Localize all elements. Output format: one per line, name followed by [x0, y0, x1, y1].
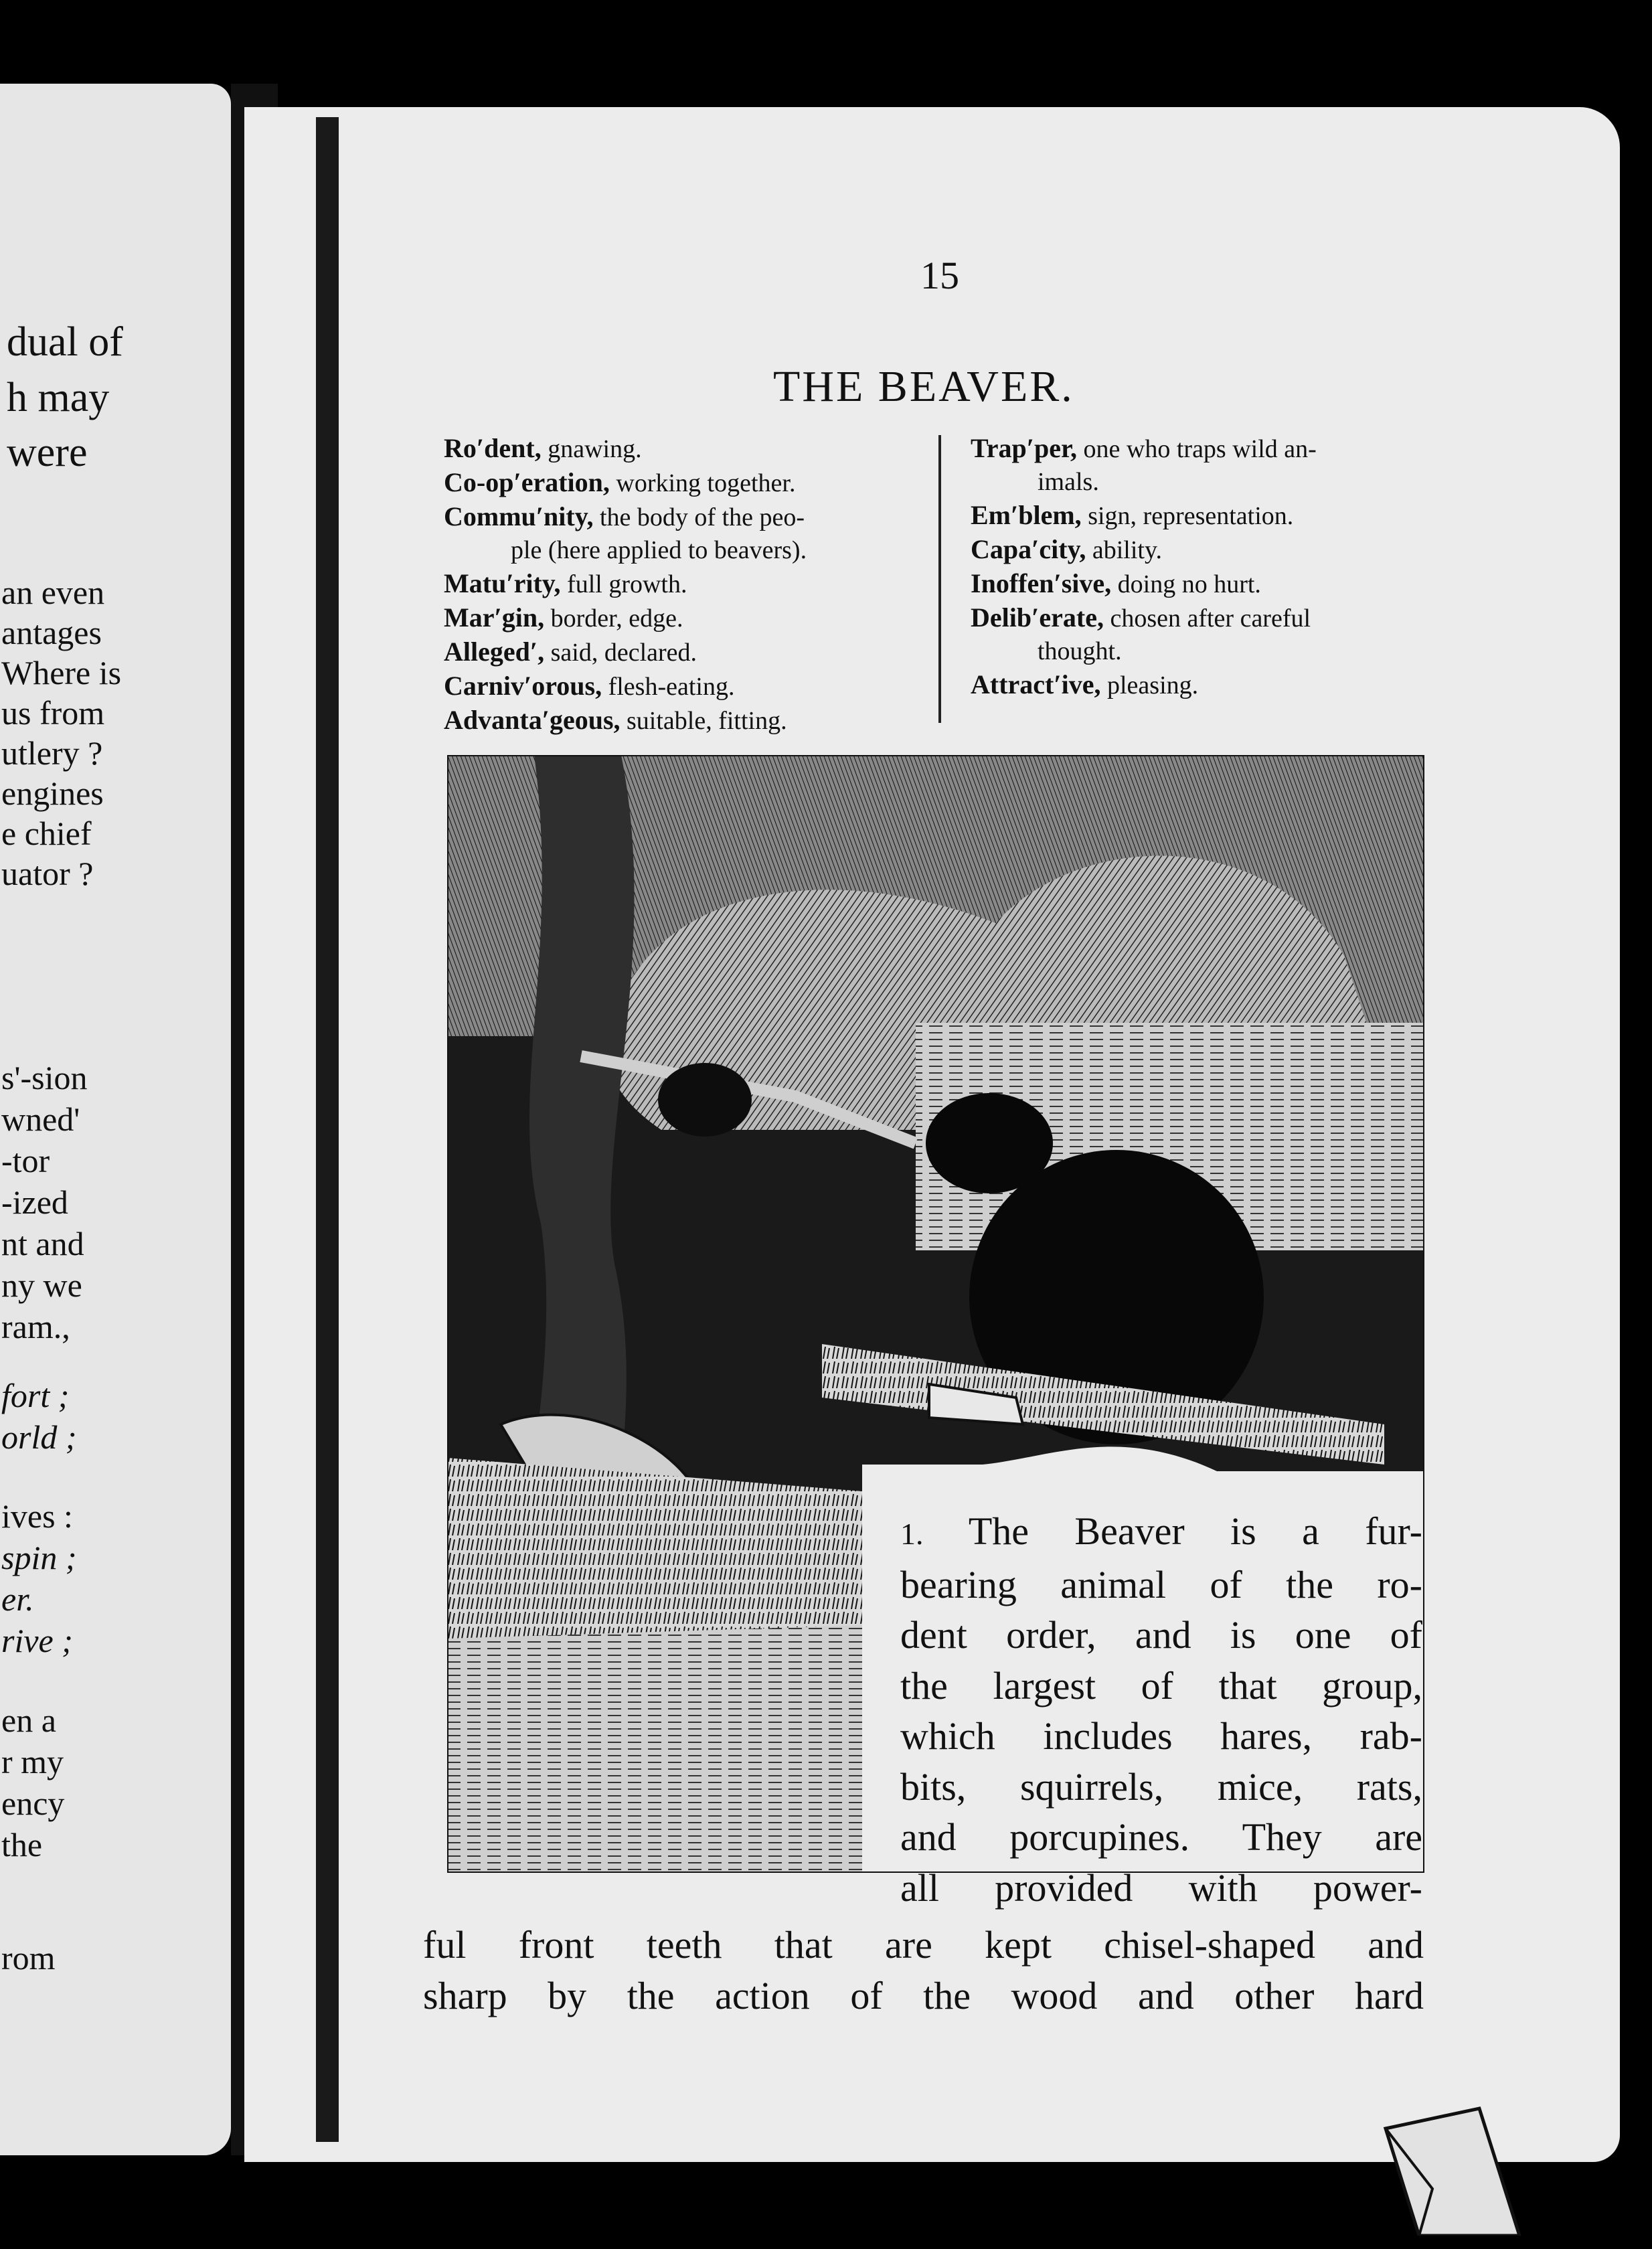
glossary-definition: chosen after careful [1110, 604, 1311, 633]
glossary-term: Delib′erate, [971, 602, 1104, 633]
paragraph-line: sharp by the action of the wood and other hard [423, 1973, 1424, 2017]
left-page-text: us from [1, 694, 105, 732]
left-page-text: s'-sion [1, 1059, 88, 1096]
paragraph-line: ful front teeth that are kept chisel-shaped and [423, 1923, 1424, 1967]
paragraph-line: bits, squirrels, mice, rats, [900, 1764, 1422, 1809]
glossary-definition: border, edge. [550, 604, 683, 633]
glossary-entry [971, 432, 1317, 466]
glossary-entry [444, 703, 807, 738]
glossary-entry [444, 567, 807, 601]
glossary-definition: the body of the peo- [600, 503, 805, 531]
glossary-definition: full growth. [567, 570, 687, 598]
paragraph-line: which includes hares, rab- [900, 1714, 1422, 1758]
left-page-text: ny we [1, 1266, 82, 1304]
paragraph-line: dent order, and is one of [900, 1613, 1422, 1657]
left-page-text: engines [1, 774, 104, 812]
glossary-definition: working together. [616, 469, 796, 497]
left-page-text: uator ? [1, 855, 94, 892]
glossary-entry [971, 533, 1317, 567]
paragraph-line: and porcupines. They are [900, 1815, 1422, 1859]
glossary-definition: suitable, fitting. [627, 707, 787, 735]
left-page-text: nt and [1, 1225, 84, 1262]
glossary-entry [971, 499, 1317, 533]
glossary-continuation: ple (here applied to beavers). [511, 536, 807, 564]
glossary-term: Advanta′geous, [444, 705, 621, 735]
paragraph-indented-block [900, 1506, 1422, 1913]
paragraph-line: the largest of that group, [900, 1663, 1422, 1707]
left-page-text: ives : [1, 1497, 73, 1535]
glossary-term: Matu′rity, [444, 568, 561, 598]
paragraph-line: bearing animal of the ro- [900, 1562, 1422, 1606]
glossary-entry [971, 668, 1317, 702]
glossary-entry [971, 567, 1317, 601]
left-page-text: fort ; [1, 1377, 70, 1414]
glossary-definition: pleasing. [1106, 671, 1199, 699]
left-page-text: rom [1, 1939, 56, 1977]
left-page-fragment [0, 84, 231, 2155]
page-title: THE BEAVER. [773, 362, 1074, 411]
left-page-text: rive ; [1, 1622, 73, 1659]
paragraph-line-text: The Beaver is a fur- [968, 1509, 1422, 1553]
glossary-term: Mar′gin, [444, 602, 545, 633]
glossary-definition: one who traps wild an- [1083, 435, 1317, 463]
glossary-entry [444, 500, 807, 534]
left-page-text: en a [1, 1701, 56, 1739]
page-number: 15 [920, 254, 959, 297]
left-page-text: e chief [1, 815, 92, 852]
left-page-text: spin ; [1, 1539, 77, 1576]
glossary-entry [444, 635, 807, 669]
left-page-text: -tor [1, 1142, 50, 1179]
left-page-text: -ized [1, 1183, 68, 1221]
left-page-text: ram., [1, 1308, 70, 1345]
glossary-divider [938, 435, 941, 723]
glossary-term: Trap′per, [971, 433, 1078, 463]
left-page-text: the [1, 1826, 43, 1863]
left-page-text: an even [1, 574, 105, 611]
glossary-term: Attract′ive, [971, 669, 1101, 699]
glossary-right-column [971, 432, 1317, 702]
paragraph-full-width-block [423, 1920, 1424, 2021]
glossary-term: Em′blem, [971, 500, 1082, 530]
paragraph-number: 1. [900, 1517, 924, 1551]
glossary-term: Inoffen′sive, [971, 568, 1112, 598]
glossary-term: Alleged′, [444, 637, 545, 667]
left-page-text: dual of [7, 319, 123, 365]
left-page-text: ency [1, 1784, 65, 1822]
glossary-term: Carniv′orous, [444, 671, 602, 701]
glossary-entry [444, 466, 807, 500]
glossary-term: Ro′dent, [444, 433, 542, 463]
left-page-text: r my [1, 1743, 64, 1780]
left-page-text: h may [7, 375, 110, 420]
left-page-text: utlery ? [1, 734, 103, 772]
glossary-term: Commu′nity, [444, 501, 594, 531]
glossary-continuation: thought. [1038, 637, 1122, 665]
glossary-entry [444, 432, 807, 466]
left-page-text: orld ; [1, 1418, 77, 1456]
glossary-definition: ability. [1092, 536, 1163, 564]
glossary-entry [444, 601, 807, 635]
glossary-term: Co-op′eration, [444, 467, 610, 497]
left-page-text: wned' [1, 1100, 80, 1138]
glossary-left-column [444, 432, 807, 738]
glossary-definition: sign, representation. [1088, 502, 1294, 530]
left-page-text: were [7, 430, 88, 475]
left-page-text: Where is [1, 654, 122, 691]
glossary-definition: said, declared. [550, 639, 697, 667]
glossary-entry [971, 601, 1317, 635]
glossary-definition: flesh-eating. [608, 673, 735, 701]
left-page-text: antages [1, 614, 102, 651]
page-spine-shadow [316, 117, 339, 2142]
glossary-entry [444, 669, 807, 703]
left-page-text: er. [1, 1580, 34, 1618]
paragraph-line: all provided with power- [900, 1865, 1422, 1910]
folded-page-corner [1379, 2102, 1526, 2236]
glossary-continuation: imals. [1038, 468, 1099, 496]
paragraph-line [900, 1506, 1422, 1560]
glossary-definition: gnawing. [548, 435, 642, 463]
glossary-definition: doing no hurt. [1117, 570, 1261, 598]
glossary-term: Capa′city, [971, 534, 1086, 564]
